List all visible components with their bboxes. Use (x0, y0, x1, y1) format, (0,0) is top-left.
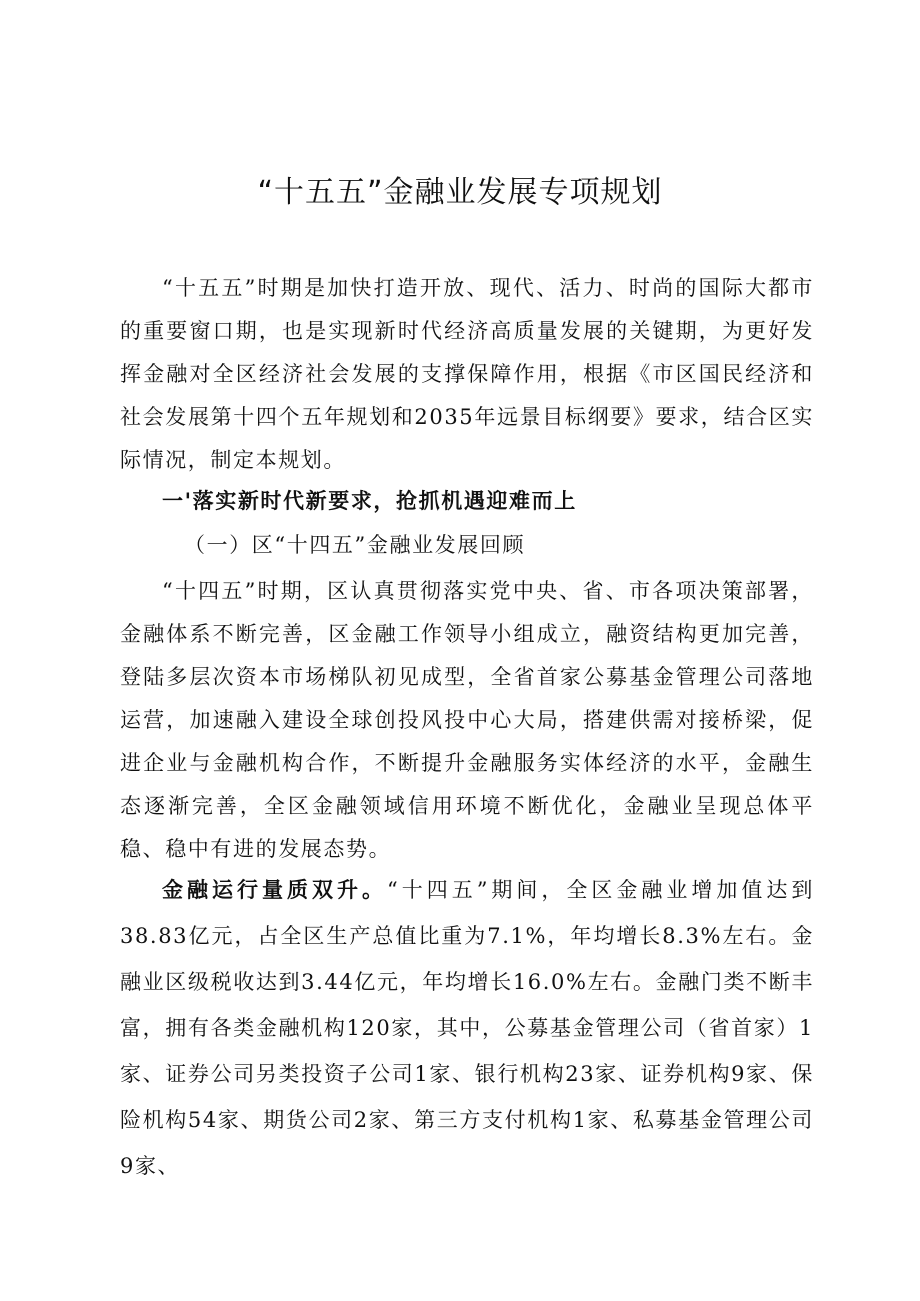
finance-paragraph (120, 867, 814, 1189)
finance-lead: 金融运行量质双升。 (162, 877, 387, 902)
section-heading: 一'落实新时代新要求，抢抓机遇迎难而上 (162, 488, 577, 513)
review-paragraph: “十四五”时期，区认真贯彻落实党中央、省、市各项决策部署，金融体系不断完善，区金融工作领导小组成立，融资结构更加完善，登陆多层次资本市场梯队初见成型，全省首家公募基金管理公司落地运营，加速融入建设全球创投风投中心大局，搭建供需对接桥梁，促进企业与金融机构合作，不断提升金融服务实体经济的水平，金融生态逐渐完善，全区金融领域信用环境不断优化，金融业呈现总体平稳、稳中有进的发展态势。 (120, 579, 814, 861)
document-title: “十五五”金融业发展专项规划 (257, 175, 663, 210)
intro-paragraph: “十五五”时期是加快打造开放、现代、活力、时尚的国际大都市的重要窗口期，也是实现新时代经济高质量发展的关键期，为更好发挥金融对全区经济社会发展的支撑保障作用，根据《市区国民经济和社会发展第十四个五年规划和2035年远景目标纲要》要求，结合区实际情况，制定本规划。 (120, 276, 814, 472)
finance-body: “十四五”期间，全区金融业增加值达到38.83亿元，占全区生产总值比重为7.1%，年均增长8.3%左右。金融业区级税收达到3.44亿元，年均增长16.0%左右。金融门类不断丰富，拥有各类金融机构120家，其中，公募基金管理公司（省首家）1家、证券公司另类投资子公司1家、银行机构23家、证券机构9家、保险机构54家、期货公司2家、第三方支付机构1家、私募基金管理公司9家、 (120, 878, 814, 1178)
subsection-heading: （一）区“十四五”金融业发展回顾 (184, 533, 526, 557)
